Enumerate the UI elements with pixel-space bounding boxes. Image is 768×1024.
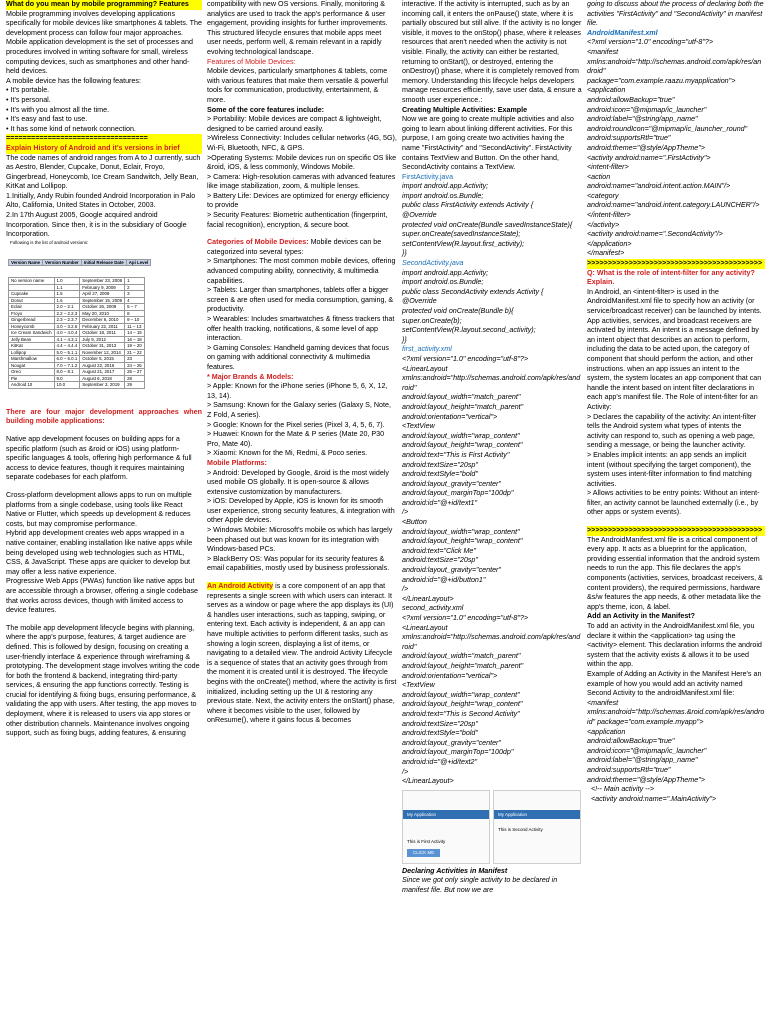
first-activity-screenshot xyxy=(402,790,490,864)
code-android-manifest: <?xml version="1.0" encoding="utf-8"?> <manifest xmlns:android="http://schemas.android.com/apk/res/android" package="com.example.raazu.myapplication"> <application android:allowBackup="true" android:icon="@mipmap/ic_launcher" android:label="@string/app_name" android:roundIcon="@mipmap/ic_launcher_round" android:supportsRtl="true" android:theme="@style/AppTheme"> <activity android:name=".FirstActivity"> <intent-filter> <action android:name="android.intent.action.MAIN"/> <category android:name="android.intent.category.LAUNCHER"/> </intent-filter> </activity> <activity android:name=".SecondActivity"/> </application> </manifest> xyxy=(587,38,762,258)
feature-battery: > Battery Life: Devices are optimized for energy efficiency to provide xyxy=(207,191,392,210)
table-cell: No version name xyxy=(9,278,55,285)
table-cell: Honeycomb xyxy=(9,323,55,330)
paragraph-pwa: Progressive Web Apps (PWAs) function like native apps but are accessible through a browser, offering a single codebase that works across devices, though with limited access to device features. xyxy=(6,577,200,615)
table-cell: 29 xyxy=(125,382,145,389)
table-cell: Oreo xyxy=(9,369,55,376)
table-cell: Froyo xyxy=(9,310,55,317)
feature-security: > Security Features: Biometric authentication (fingerprint, facial recognition), encryption, & secure boot. xyxy=(207,211,390,229)
table-cell: September 15, 2009 xyxy=(80,297,125,304)
column-3 xyxy=(402,0,582,1024)
table-cell: 19 – 20 xyxy=(125,343,145,350)
heading-creating-activities: Creating Multiple Activities: Example xyxy=(402,105,528,114)
column-4 xyxy=(587,0,765,1024)
filename-second-activity-java: SecondActivity.java xyxy=(402,259,464,268)
table-cell: 14 – 15 xyxy=(125,330,145,337)
paragraph-history-points: 1.Initially, Andy Rubin founded Android Incorporation in Palo Alto, California, United States in October, 2003. 2.In 17th August 2005, Google acquired android Incorporation. Since then, it is in the subsidiary of Google Incorporation. xyxy=(6,191,196,239)
paragraph-native-development: Native app development focuses on building apps for a specific platform (such as &roid or iOS) using platform-specific languages & tools, offering high performance & full access to device features, though it requires maintaining separate codebases for each platform. xyxy=(6,435,194,482)
paragraph-creating-activities: Now we are going to create multiple activities and also going to learn about linking different activities. For this purpose, I am going create two activities having the name "FirstActivity" and "SecondActivity". FirstActivity contains TextView and Button. On the other hand, SecondActivity contains a TextView. xyxy=(402,115,576,172)
table-cell: 10.0 xyxy=(54,382,80,389)
column-1 xyxy=(6,0,202,1024)
platform-ios: > iOS: Developed by Apple, iOS is known for its smooth user experience, strong security features, & integration with other Apple devices. xyxy=(207,497,397,525)
table-header-cell: Version Number xyxy=(43,259,82,266)
paragraph-code-names: The code names of android ranges from A to J currently, such as Aestro, Blender, Cupcake, Donut, Eclair, Froyo, Gingerbread, Honeycomb, Ice Cream Sandwitch, Jelly Bean, KitKat and Lollipop. xyxy=(6,153,203,191)
table-cell: Jelly Bean xyxy=(9,336,55,343)
paragraph-app-development: Mobile application development is the set of processes and procedures involved in writing software for small, wireless computing devices, such as smartphones and other hand-held devices. xyxy=(6,38,195,76)
table-cell: 2.0 – 2.1 xyxy=(54,304,80,311)
table-cell: Gingerbread xyxy=(9,317,55,324)
table-cell: 24 – 25 xyxy=(125,362,145,369)
question-intent-filter: Q: What is the role of intent-filter for any activity? Explain. xyxy=(587,268,757,287)
paragraph-android-manifest: The AndroidManifest.xml file is a critical component of every app. It acts as a blueprint for the application, providing essential information that the android system needs to run the app. This file declares the app's components (activities, services, broadcast receivers, & content providers), the required permissions, hardware &s/w features the app needs, & other metadata like the app's theme, icon, & label. xyxy=(587,535,765,611)
table-cell: August 6, 2018 xyxy=(80,375,125,382)
table-header-cell: Initial Release Date xyxy=(81,259,126,266)
separator-line: ================================== xyxy=(6,134,202,144)
table-cell: 11 – 13 xyxy=(125,323,145,330)
table-cell: 4.0 – 4.0.4 xyxy=(54,330,80,337)
second-activity-screenshot xyxy=(493,790,581,864)
table-cell: 3 xyxy=(125,291,145,298)
feature-wireless: >Wireless Connectivity: Includes cellular networks (4G, 5G), Wi-Fi, Bluetooth, NFC, & GPS. xyxy=(207,134,399,152)
question-android-history: Explain History of Android and it's versions in brief xyxy=(6,144,202,154)
intent-filter-implicit: > Enables implicit intents: an app sends an implicit intent (without specifying the target component), the system uses intent-filter information to find matching activities. xyxy=(587,450,754,488)
paragraph-add-activity: To add an activity in the AndroidManifest.xml file, you declare it within the <application> tag using the <activity> element. This declaration informs the android system that the activity exists & allows it to be used within the app. xyxy=(587,622,764,669)
table-header-cell: Version Name xyxy=(9,259,43,266)
table-cell: October 26, 2009 xyxy=(80,304,125,311)
paragraph-declaring-activities: Since we got only single activity to be declared in manifest file. But now we are xyxy=(402,876,560,894)
paragraph-devices-intro: Mobile devices, particularly smartphones & tablets, come with various features that make them versatile & powerful tools for communication, productivity, entertainment, & more. xyxy=(207,67,390,104)
code-example-manifest: <manifest xmlns:android="http://schemas.&roid.com/apk/res/android" package="com.example.myapp"> <application android:allowBackup="true" android:icon="@mipmap/ic_launcher" android:label="@string/app_name" android:supportsRtl="true" android:theme="@style/AppTheme"> <!-- Main activity --> <activity android:name=".MainActivity"> xyxy=(587,698,765,803)
table-cell: 4.4 – 4.4.4 xyxy=(54,343,80,350)
table-cell: 1 xyxy=(125,278,145,285)
code-first-activity-java: import android.app.Activity; import android.os.Bundle; public class FirstActivity extends Activity { @Override protected void onCreate(Bundle savedInstanceState){ super.onCreate(savedInstanceState); setContentView(R.layout.first_activity); }} xyxy=(402,182,573,258)
table-cell: 1.5 xyxy=(54,291,80,298)
table-cell: October 5, 2015 xyxy=(80,356,125,363)
list-device-features: A mobile device has the following features: • It's portable. • It's personal. • It's with you almost all the time. • It's easy and fast to use. • It has some kind of network connection. xyxy=(6,76,141,133)
brand-samsung: > Samsung: Known for the Galaxy series (Galaxy S, Note, Z Fold, A series). xyxy=(207,401,393,419)
separator-arrows: >>>>>>>>>>>>>>>>>>>>>>>>>>>>>>>>>>>>>>>>>> xyxy=(587,259,765,269)
table-cell: 9 – 10 xyxy=(125,317,145,324)
feature-camera: > Camera: High-resolution cameras with advanced features like image stabilization, zoom, & multiple lenses. xyxy=(207,172,398,191)
code-activity-layouts-xml: <?xml version="1.0" encoding="utf-8"?> <LinearLayout xmlns:android="http://schemas.android.com/apk/res/android" android:layout_width="match_parent" android:layout_height="match_parent" android:orientation="vertical"> <TextView android:layout_width="wrap_content" android:layout_height="wrap_content" android:text="This is First Activity" android:textSize="20sp" android:textStyle="bold" android:layout_gravity="center" android:layout_marginTop="100dp" android:id="@+id/text1" /> <Button android:layout_width="wrap_content" android:layout_height="wrap_content" android:text="Click Me" android:textSize="20sp" android:layout_gravity="center" android:id="@+id/button1" /> </LinearLayout> second_activity.xml <?xml version="1.0" encoding="utf-8"?> <LinearLayout xmlns:android="http://schemas.android.com/apk/res/android" android:layout_width="match_parent" android:layout_height="match_parent" android:orientation="vertical"> <TextView android:layout_width="wrap_content" android:layout_height="wrap_content" android:text="This is Second Activity" android:textSize="20sp" android:textStyle="bold" android:layout_gravity="center" android:layout_marginTop="100dp" android:id="@+id/text2" /> </LinearLayout> xyxy=(402,354,581,786)
heading-categories: Categories of Mobile Devices: xyxy=(207,238,309,247)
table-cell: October 18, 2011 xyxy=(80,330,125,337)
paragraph-example: Example of Adding an Activity in the Manifest Here's an example of how you would add an activity named Second Activity to the androidManifest.xml file: xyxy=(587,669,764,698)
table-cell: 1.6 xyxy=(54,297,80,304)
table-cell: 5 – 7 xyxy=(125,304,145,311)
brand-xiaomi: > Xiaomi: Known for the Mi, Redmi, & Poco series. xyxy=(207,449,368,458)
filename-android-manifest: AndroidManifest.xml xyxy=(587,28,658,37)
table-cell: October 31, 2013 xyxy=(80,343,125,350)
table-cell: 1.1 xyxy=(54,284,80,291)
separator-arrows: >>>>>>>>>>>>>>>>>>>>>>>>>>>>>>>>>>>>>>>>>> xyxy=(587,526,765,536)
table-cell: September 3, 2019 xyxy=(80,382,125,389)
table-cell: 2 xyxy=(125,284,145,291)
table-row xyxy=(9,382,145,389)
highlight-android-activity: An Android Activity xyxy=(207,582,274,591)
table-cell: 9.0 xyxy=(54,375,80,382)
paragraph-hybrid: Hybrid app development creates web apps wrapped in a native container, enabling installation like native apps while being developed using web technologies such as HTML, CSS, & JavaScript. These apps are quicker to develop but may offer a less native experience. xyxy=(6,529,195,576)
table-cell: 6.0 – 6.0.1 xyxy=(54,356,80,363)
table-cell: 2.2 – 2.2.3 xyxy=(54,310,80,317)
table-caption: Following is the list of android versions: xyxy=(10,239,89,245)
intent-filter-declares: > Declares the capability of the activity: An intent-filter tells the Android system what types of intents the activity can respond to, such as opening a web page, sending a message, or being the launcher activity. xyxy=(587,412,759,450)
app-bar-title: My Application xyxy=(403,810,489,819)
table-cell: August 21, 2017 xyxy=(80,369,125,376)
table-cell: Pie xyxy=(9,375,55,382)
table-cell: 26 – 27 xyxy=(125,369,145,376)
table-cell: Donut xyxy=(9,297,55,304)
table-cell: December 6, 2010 xyxy=(80,317,125,324)
heading-four-approaches: There are four major development approaches when building mobile applications: xyxy=(6,407,204,426)
table-cell: 4 xyxy=(125,297,145,304)
paragraph-android-activity xyxy=(207,582,397,726)
heading-features-mobile-devices: Features of Mobile Devices: xyxy=(207,57,296,66)
table-cell: February 9, 2009 xyxy=(80,284,125,291)
brand-google: > Google: Known for the Pixel series (Pixel 3, 4, 5, 6, 7). xyxy=(207,420,385,429)
brand-huawei: > Huawei: Known for the Mate & P series (Mate 20, P30 Pro, Mate 40). xyxy=(207,430,387,448)
heading-declaring-activities: Declaring Activities in Manifest xyxy=(402,866,508,875)
table-cell: 1.0 xyxy=(54,278,80,285)
heading-mobile-platforms: Mobile Platforms: xyxy=(207,458,267,467)
table-cell: Ice Cream Sandwich xyxy=(9,330,55,337)
table-cell: 28 xyxy=(125,375,145,382)
table-cell: 5.0 – 5.1.1 xyxy=(54,349,80,356)
paragraph-intent-filter: In Android, an <intent-filter> is used in the AndroidManifest.xml file to specify how an activity (or service/broadcast receiver) can be launched by intents. App activities, services, and broadcast receivers are activated by intents. An intent is a message defined by an intent object that describes an action to perform, including the data to be acted upon, the category of component that should perform the action, and other instructions. when an app issues an intent to the system, the system locates an app component that can handle the intent based on intent filter declarations in each app's manifest file. The Role of intent-filter for an Activity: xyxy=(587,287,764,411)
column-2 xyxy=(207,0,397,1024)
android-version-table xyxy=(8,248,202,400)
heading-core-features: Some of the core features include: xyxy=(207,105,325,114)
heading-major-brands: * Major Brands & Models: xyxy=(207,372,294,381)
platform-blackberry: > BlackBerry OS: Was popular for its security features & email capabilities, mostly used by business professionals. xyxy=(207,554,390,573)
table-cell: May 20, 2010 xyxy=(80,310,125,317)
feature-operating-systems: >Operating Systems: Mobile devices run on specific OS like &roid, iOS, & less commonly, Windows Mobile. xyxy=(207,153,399,172)
platform-android: > Android: Developed by Google, &roid is the most widely used mobile OS globally. It is open-source & allows extensive customization by manufacturers. xyxy=(207,468,391,496)
question-mobile-programming: What do you mean by mobile programming? Features xyxy=(6,0,202,10)
paragraph-cross-platform: Cross-platform development allows apps to run on multiple platforms from a single codebase, using tools like React Native or Flutter, which speeds up development & reduces costs, but may compromise performance. xyxy=(6,491,194,528)
brand-apple: > Apple: Known for the iPhone series (iPhone 5, 6, X, 12, 13, 14). xyxy=(207,382,390,400)
table-cell: Eclair xyxy=(9,304,55,311)
paragraph-mobile-programming: Mobile programming involves developing applications specifically for mobile devices like smartphones & tablets. The development process can follow four major approaches. xyxy=(6,9,204,37)
filename-first-activity-java: FirstActivity.java xyxy=(402,172,454,181)
filename-first-activity-xml: first_activity.xml xyxy=(402,345,452,354)
table-cell: 23 xyxy=(125,356,145,363)
first-activity-text: This is First Activity xyxy=(407,838,446,844)
table-cell: Marshmallow xyxy=(9,356,55,363)
paragraph-declaring-continued: going to discuss about the process of declaring both the activities "FirstActivity" and "SecondActivity" in manifest file. xyxy=(587,0,766,28)
table-cell: 7.0 – 7.1.2 xyxy=(54,362,80,369)
table-cell: April 27, 2009 xyxy=(80,291,125,298)
table-cell: August 22, 2016 xyxy=(80,362,125,369)
table-cell: Cupcake xyxy=(9,291,55,298)
table-cell: July 9, 2012 xyxy=(80,336,125,343)
click-me-button[interactable]: CLICK ME xyxy=(407,849,440,857)
category-tablets: > Tablets: Larger than smartphones, tablets offer a bigger screen & are often used for media consumption, gaming, & productivity. xyxy=(207,286,396,314)
table-cell: November 12, 2014 xyxy=(80,349,125,356)
platform-windows-mobile: > Windows Mobile: Microsoft's mobile os which has largely been phased out but was known for its integration with Windows-based PCs. xyxy=(207,526,395,554)
app-screenshots xyxy=(402,790,582,864)
paragraph-categories xyxy=(207,238,397,257)
feature-portability: > Portability: Mobile devices are compact & lightweight, designed to be carried around easily. xyxy=(207,115,384,133)
table-cell: Android 10 xyxy=(9,382,55,389)
category-smartphones: > Smartphones: The most common mobile devices, offering advanced computing ability, connectivity, & multimedia capabilities. xyxy=(207,257,398,285)
intent-filter-entry-points: > Allows activities to be entry points: Without an intent-filter, an activity cannot be launched externally (i.e., by other apps or system events). xyxy=(587,489,761,517)
table-header-cell: Api Level xyxy=(126,259,151,266)
table-cell: September 23, 2008 xyxy=(80,278,125,285)
table-cell: 16 – 18 xyxy=(125,336,145,343)
table-cell: 4.1 – 4.3.1 xyxy=(54,336,80,343)
table-cell: 8 xyxy=(125,310,145,317)
table-cell: 8.0 – 8.1 xyxy=(54,369,80,376)
code-second-activity-java: import android.app.Activity; import android.os.Bundle; public class SecondActivity extends Activity { @Override protected void onCreate(Bundle b){ super.onCreate(b); setContentView(R.layout.second_activity); }} xyxy=(402,268,544,344)
heading-add-activity: Add an Activity in the Manifest? xyxy=(587,612,696,621)
table-cell: KitKat xyxy=(9,343,55,350)
categories-intro: Mobile devices can be categorized into several types: xyxy=(207,238,384,256)
category-gaming: > Gaming Consoles: Handheld gaming devices that focus on gaming with additional connectivity & multimedia features. xyxy=(207,343,391,371)
paragraph-lifecycle-states: interactive. If the activity is interrupted, such as by an incoming call, it enters the onPause() state, where it is partially obscured but still alive. If the activity is no longer visible, it moves to the onStop() phase, where it releases resources that aren't needed when the activity is not visible. Finally, the activity can either be restarted, returning to onStart(), or destroyed, entering the onDestroy() phase, where it is completely removed from memory. Understanding this lifecycle helps developers manage resources efficiently, save user data, & ensure a smooth user experience.: xyxy=(402,0,584,104)
paragraph-lifecycle-continued: compatibility with new OS versions. Finally, monitoring & analytics are used to track the app's performance & user engagement, providing insights for further improvements. This structured lifecycle ensures that mobile apps meet user needs, perform well, & remain relevant in a rapidly evolving technological landscape. xyxy=(207,0,390,56)
table-cell: February 22, 2011 xyxy=(80,323,125,330)
app-bar-title: My Application xyxy=(494,810,580,819)
activity-description: is a core component of an app that represents a single screen with which users can interact. It serves as a window or page where the app displays its (UI) & handles user interactions, such as tapping, swiping, or entering text. Each activity is independent, & an app can have multiple activities to perform different tasks, such as showing a login screen, displaying a list of items, or navigating to a detailed view. The android Activity Lifecycle is a sequence of states that an activity goes through from the moment it is created until it is destroyed. The lifecycle begins with the onCreate() method, where the activity is first initialized, including setting up the UI & restoring any previous state. Next, the activity enters the onStart() phase, where it becomes visible to the user, followed by onResume(), where it gains focus & becomes xyxy=(207,582,399,725)
table-cell: 2.3 – 2.3.7 xyxy=(54,317,80,324)
table-cell: Nougat xyxy=(9,362,55,369)
paragraph-lifecycle: The mobile app development lifecycle begins with planning, where the app's purpose, features, & target audience are defined. This is followed by design, focusing on creating a user-friendly interface & experience through wireframing & prototyping. The development stage involves writing the code for both the frontend & backend, integrating third-party services, & ensuring the app functions correctly. Testing is crucial for identifying & fixing bugs, ensuring performance, & validating the app with users. After testing, the app moves to deployment, where it is released to users via app stores or other distribution channels. Maintenance involves ongoing support, such as fixing bugs, adding features, & ensuring xyxy=(6,623,202,738)
table-cell: 3.0 – 3.2.6 xyxy=(54,323,80,330)
second-activity-text: This is Second Activity xyxy=(498,826,543,832)
table-cell: Lollipop xyxy=(9,349,55,356)
category-wearables: > Wearables: Includes smartwatches & fitness trackers that offer health tracking, notifications, & some level of app interaction. xyxy=(207,315,397,343)
table-cell: 21 – 22 xyxy=(125,349,145,356)
